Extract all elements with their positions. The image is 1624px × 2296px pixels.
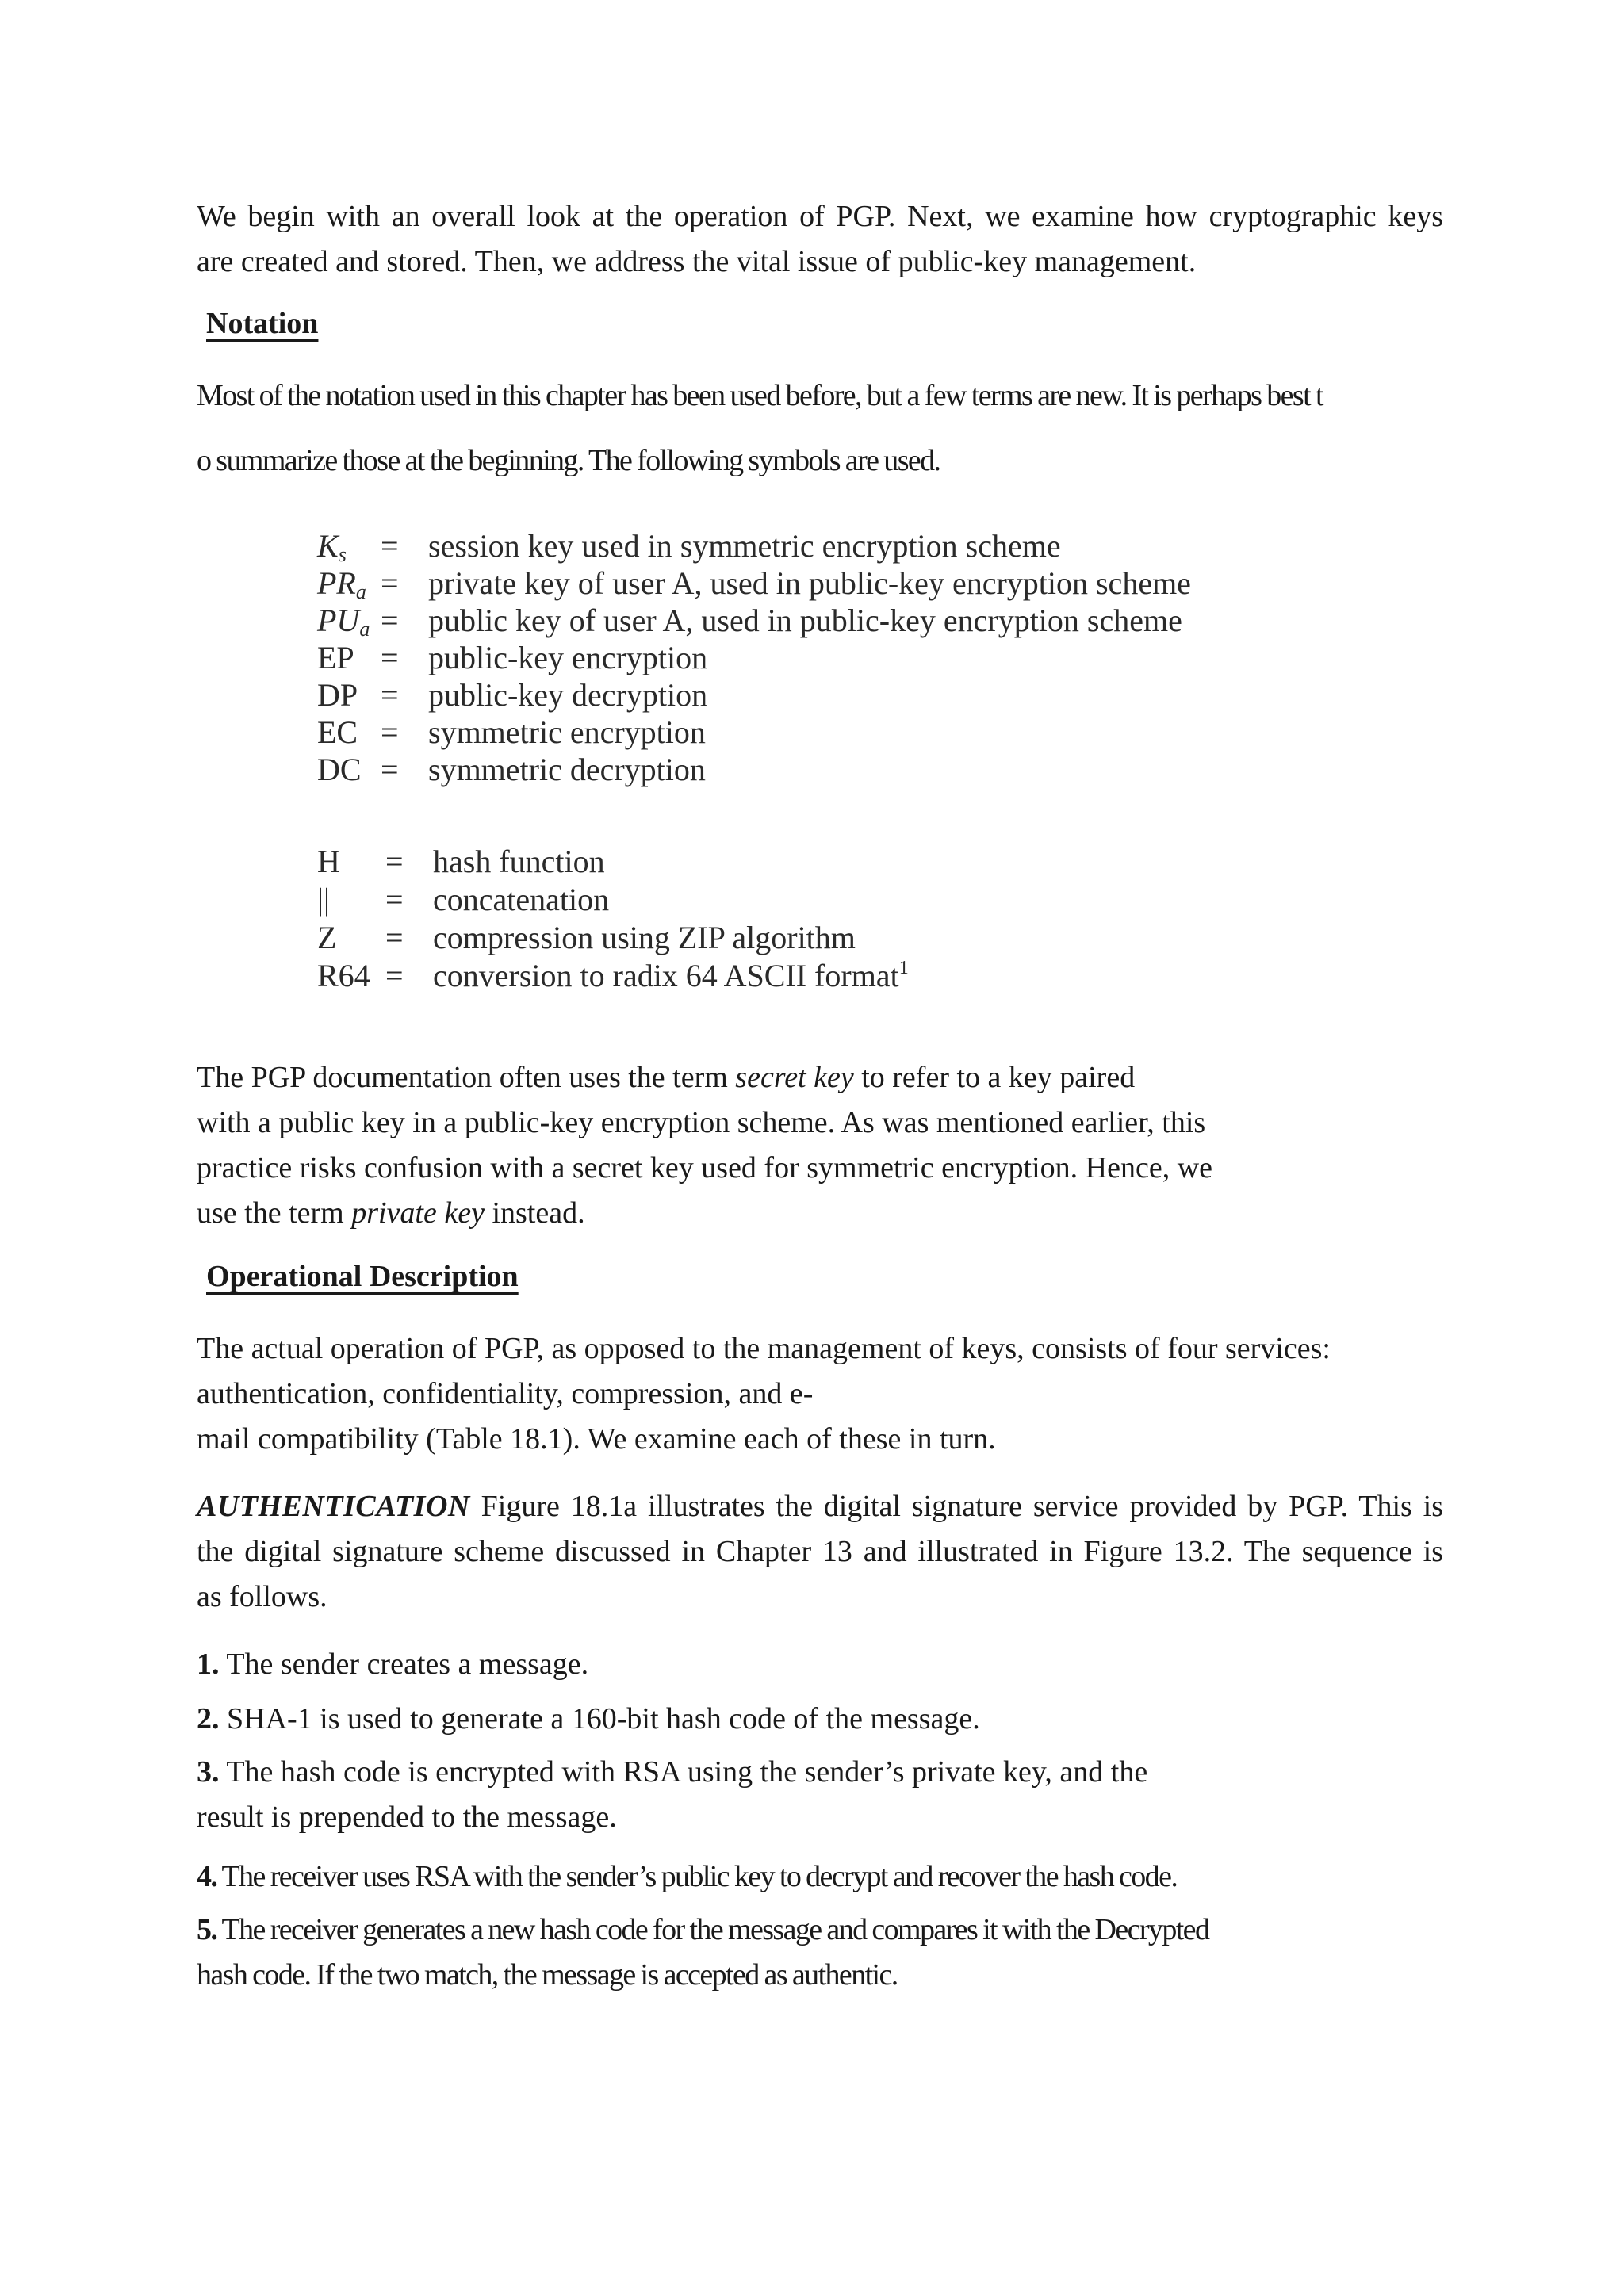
authentication-line-2: the digital signature scheme discussed in Chapter 13 and illustrated in Figure 13.2. The sequence is	[197, 1535, 1443, 1568]
step-continuation: result is prepended to the message.	[197, 1800, 617, 1834]
operational-heading: Operational Description	[206, 1260, 519, 1293]
authentication-line-3: as follows.	[197, 1580, 327, 1613]
private-key-term: private key	[351, 1196, 485, 1230]
operational-line-1: The actual operation of PGP, as opposed to the management of keys, consists of four services:	[197, 1332, 1331, 1365]
equals-sign: =	[381, 640, 399, 675]
notation-definition: public-key encryption	[428, 640, 708, 675]
notation-symbol: $PU_a$	[317, 603, 370, 641]
step-text: SHA-1 is used to generate a 160-bit hash code of the message.	[219, 1702, 980, 1735]
step-number: 3.	[197, 1755, 220, 1789]
step-item	[197, 1750, 1147, 1795]
notation-intro-line-2: o summarize those at the beginning. The following symbols are used.	[197, 444, 940, 477]
step-text: The receiver uses RSA with the sender’s public key to decrypt and recover the hash code.	[216, 1860, 1178, 1893]
step-item	[197, 1908, 1208, 1953]
notation-symbol: ||	[317, 882, 331, 917]
equals-sign: =	[381, 565, 399, 601]
step-text: The sender creates a message.	[219, 1647, 589, 1681]
notation-symbol: EP	[317, 640, 354, 675]
operational-line-3: mail compatibility (Table 18.1). We examine each of these in turn.	[197, 1422, 996, 1456]
secret-key-line-2: with a public key in a public-key encryption scheme. As was mentioned earlier, this	[197, 1106, 1206, 1139]
notation-symbol: $K_s$	[317, 528, 347, 566]
equals-sign: =	[385, 844, 404, 879]
notation-definition: symmetric decryption	[428, 752, 706, 787]
notation-symbol: DP	[317, 677, 358, 713]
notation-definition: symmetric encryption	[428, 714, 706, 750]
notation-symbol: DC	[317, 752, 362, 787]
notation-definition: public key of user A, used in public-key encryption scheme	[428, 603, 1182, 638]
notation-definition: compression using ZIP algorithm	[433, 920, 856, 955]
equals-sign: =	[381, 677, 399, 713]
notation-symbol: R64	[317, 958, 370, 993]
step-item	[197, 1697, 980, 1742]
authentication-line-1: AUTHENTICATION Figure 18.1a illustrates the digital signature service provided by PGP. This is	[197, 1490, 1443, 1523]
notation-symbol: H	[317, 844, 340, 879]
step-item	[197, 1854, 1177, 1900]
equals-sign: =	[381, 603, 399, 638]
equals-sign: =	[381, 714, 399, 750]
secret-key-term: secret key	[735, 1061, 854, 1094]
authentication-lead: AUTHENTICATION	[197, 1490, 470, 1523]
notation-definition: public-key decryption	[428, 677, 708, 713]
notation-heading: Notation	[206, 307, 319, 340]
notation-definition: concatenation	[433, 882, 610, 917]
equals-sign: =	[381, 528, 399, 564]
step-number: 5.	[197, 1913, 217, 1946]
equals-sign: =	[385, 920, 404, 955]
step-number: 1.	[197, 1647, 220, 1681]
footnote-marker: 1	[898, 958, 909, 978]
step-number: 4.	[197, 1860, 217, 1893]
secret-key-line-4: use the term private key instead.	[197, 1196, 585, 1230]
step-item	[197, 1642, 588, 1687]
step-continuation: hash code. If the two match, the message is accepted as authentic.	[197, 1958, 898, 1992]
step-text: The receiver generates a new hash code for the message and compares it with the Decrypted	[216, 1913, 1209, 1946]
notation-symbol: Z	[317, 920, 337, 955]
step-text: The hash code is encrypted with RSA using the sender’s private key, and the	[219, 1755, 1148, 1789]
secret-key-line-3: practice risks confusion with a secret key used for symmetric encryption. Hence, we	[197, 1151, 1212, 1184]
notation-symbol: EC	[317, 714, 358, 750]
intro-line-1: We begin with an overall look at the operation of PGP. Next, we examine how cryptographic keys	[197, 200, 1443, 233]
equals-sign: =	[381, 752, 399, 787]
notation-definition: session key used in symmetric encryption scheme	[428, 528, 1061, 564]
equals-sign: =	[385, 958, 404, 993]
equals-sign: =	[385, 882, 404, 917]
secret-key-line-1: The PGP documentation often uses the term secret key to refer to a key paired	[197, 1061, 1136, 1094]
operational-line-2: authentication, confidentiality, compression, and e-	[197, 1377, 814, 1410]
step-number: 2.	[197, 1702, 220, 1735]
notation-definition: hash function	[433, 844, 605, 879]
intro-line-2: are created and stored. Then, we address the vital issue of public-key management.	[197, 245, 1197, 278]
notation-intro-line-1: Most of the notation used in this chapter has been used before, but a few terms are new. It is perhaps best t	[197, 379, 1323, 412]
notation-definition: conversion to radix 64 ASCII format$^1$	[433, 958, 909, 993]
notation-symbol: $PR_a$	[317, 565, 366, 603]
notation-definition: private key of user A, used in public-key encryption scheme	[428, 565, 1191, 601]
